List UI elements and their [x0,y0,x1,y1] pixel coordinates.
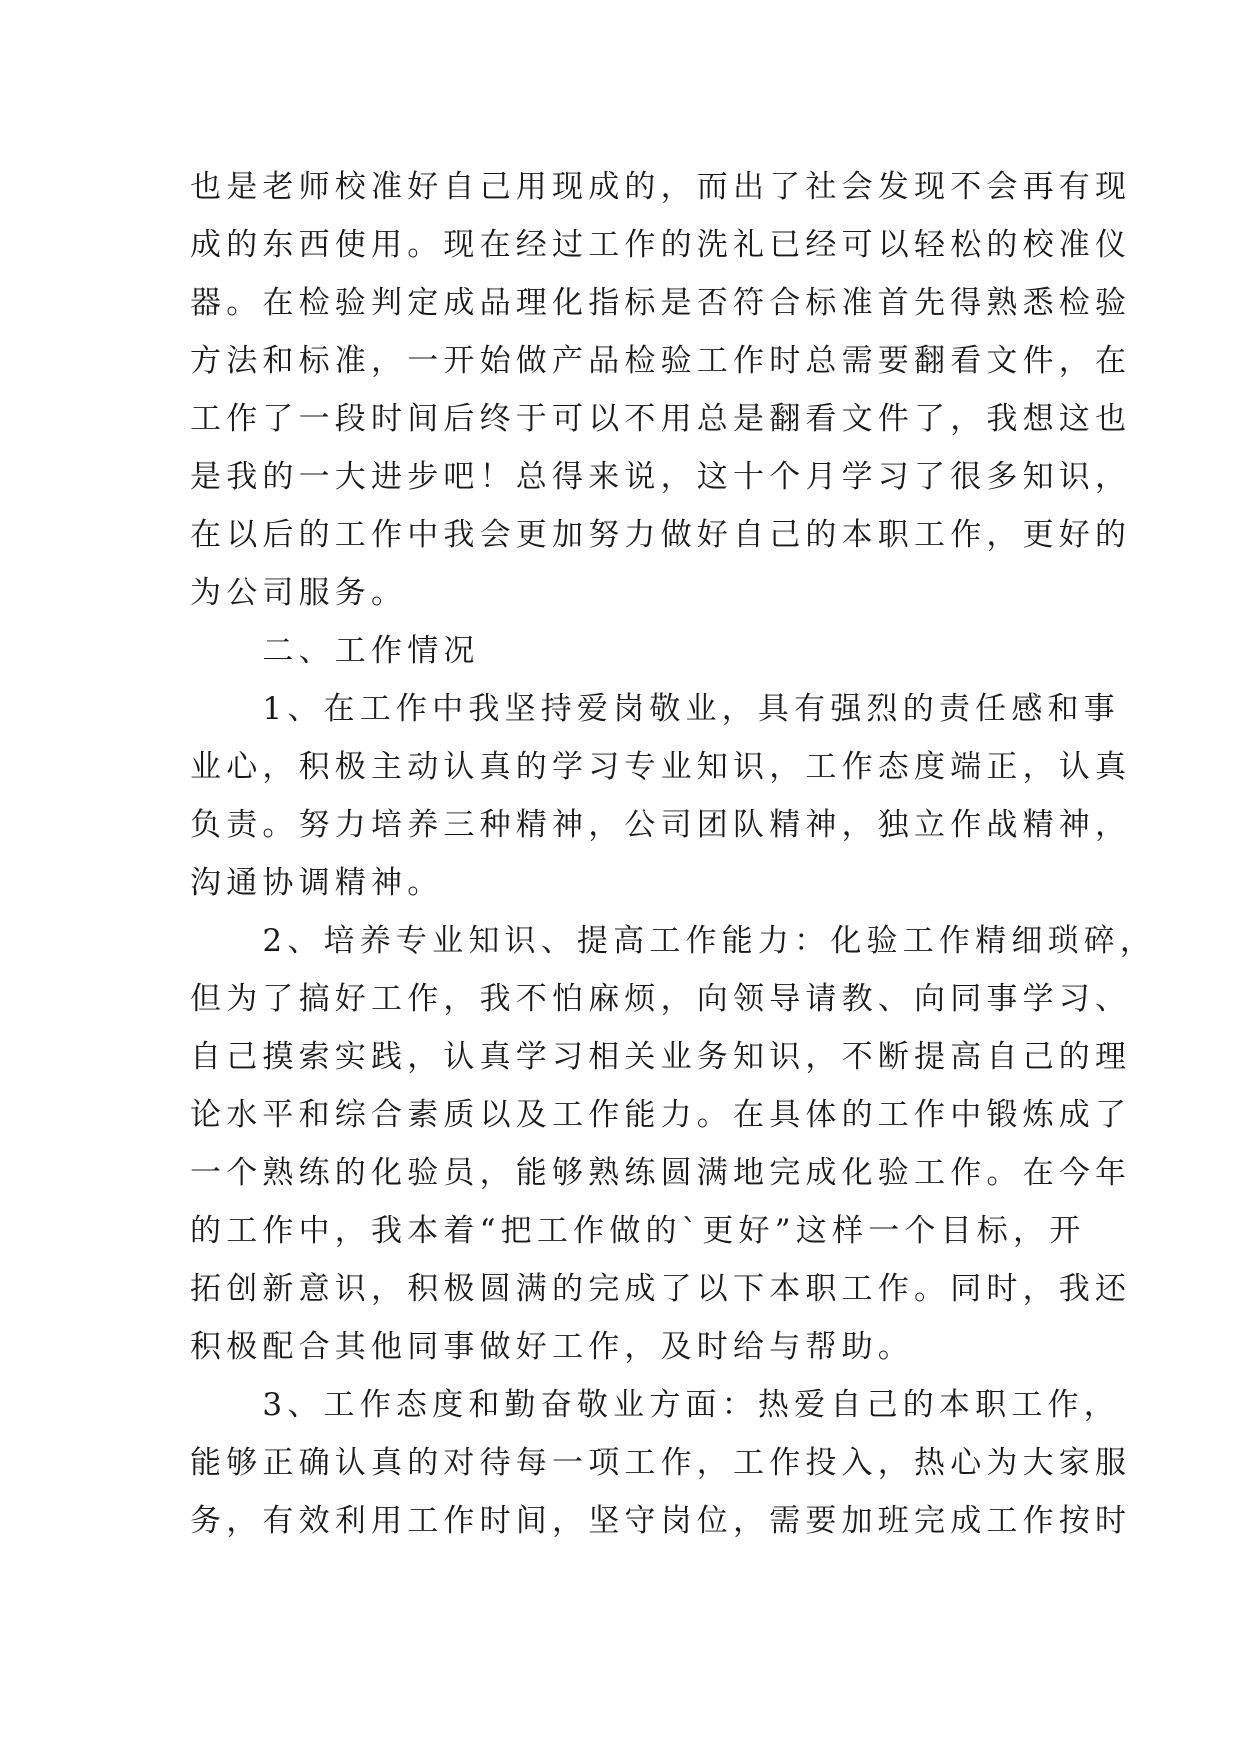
text-line: 3、工作态度和勤奋敬业方面：热爱自己的本职工作， [190,1387,1120,1423]
text-line: 论水平和综合素质以及工作能力。在具体的工作中锻炼成了 [190,1097,1132,1133]
text-line: 2、培养专业知识、提高工作能力：化验工作精细琐碎， [190,923,1157,959]
text-line: 在以后的工作中我会更加努力做好自己的本职工作，更好的 [190,517,1132,553]
text-line: 但为了搞好工作，我不怕麻烦，向领导请教、向同事学习、 [190,981,1132,1017]
text-line: 1、在工作中我坚持爱岗敬业，具有强烈的责任感和事 [190,691,1120,727]
text-line: 业心，积极主动认真的学习专业知识，工作态度端正，认真 [190,749,1132,785]
text-line: 拓创新意识，积极圆满的完成了以下本职工作。同时，我还 [190,1271,1132,1307]
section-heading: 二、工作情况 [190,633,480,669]
text-line: 一个熟练的化验员，能够熟练圆满地完成化验工作。在今年 [190,1155,1132,1191]
text-line: 沟通协调精神。 [190,865,444,901]
text-line: 工作了一段时间后终于可以不用总是翻看文件了，我想这也 [190,401,1132,437]
text-line: 积极配合其他同事做好工作，及时给与帮助。 [190,1329,914,1365]
text-line: 能够正确认真的对待每一项工作，工作投入，热心为大家服 [190,1445,1132,1481]
text-line: 为公司服务。 [190,575,408,611]
text-line: 是我的一大进步吧！总得来说，这十个月学习了很多知识， [190,459,1132,495]
text-line: 器。在检验判定成品理化指标是否符合标准首先得熟悉检验 [190,285,1132,321]
text-line: 的工作中，我本着“把工作做的`更好”这样一个目标，开 [190,1213,1086,1249]
text-line: 方法和标准，一开始做产品检验工作时总需要翻看文件，在 [190,343,1132,379]
text-line: 成的东西使用。现在经过工作的洗礼已经可以轻松的校准仪 [190,227,1132,263]
text-line: 负责。努力培养三种精神，公司团队精神，独立作战精神， [190,807,1132,843]
text-line: 务，有效利用工作时间，坚守岗位，需要加班完成工作按时 [190,1503,1132,1539]
text-line: 自己摸索实践，认真学习相关业务知识，不断提高自己的理 [190,1039,1132,1075]
text-line: 也是老师校准好自己用现成的，而出了社会发现不会再有现 [190,169,1132,205]
